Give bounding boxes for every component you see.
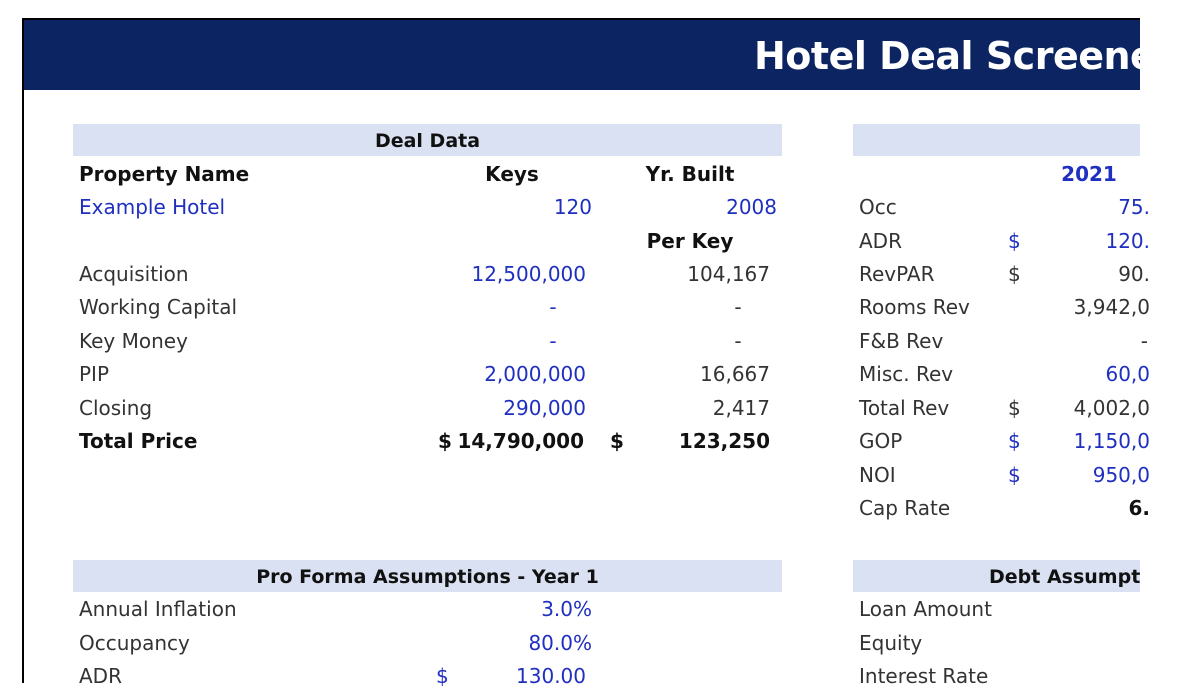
proforma-row-value[interactable]: 80.0% [528, 631, 592, 655]
deal-row-per-key[interactable]: 16,667 [700, 362, 770, 386]
proforma-row-currency[interactable]: $ [436, 664, 449, 688]
operations-header [853, 124, 1140, 156]
sheet-title[interactable]: Hotel Deal Screener - [754, 34, 1202, 78]
property-name-value[interactable]: Example Hotel [79, 195, 226, 219]
total-price-currency[interactable]: $ [438, 429, 452, 453]
ops-row-label[interactable]: Total Rev [859, 396, 950, 420]
ops-row-value[interactable]: 4,002,0 [1073, 396, 1150, 420]
ops-row-currency[interactable]: $ [1008, 229, 1021, 253]
deal-row-per-key[interactable]: 2,417 [712, 396, 770, 420]
debt-header [853, 560, 1140, 592]
total-per-key-currency[interactable]: $ [610, 429, 624, 453]
deal-row-total[interactable]: 12,500,000 [471, 262, 586, 286]
deal-row-per-key[interactable]: - [734, 329, 742, 353]
ops-row-value[interactable]: 60,0 [1105, 362, 1150, 386]
total-price-value[interactable]: 14,790,000 [457, 429, 584, 453]
deal-data-heading[interactable]: Deal Data [374, 130, 481, 152]
deal-row-label[interactable]: Acquisition [79, 262, 189, 286]
deal-row-per-key[interactable]: 104,167 [687, 262, 770, 286]
proforma-row-label[interactable]: Occupancy [79, 631, 190, 655]
yr-built-value[interactable]: 2008 [726, 195, 777, 219]
ops-row-value[interactable]: 950,0 [1092, 463, 1150, 487]
proforma-row-label[interactable]: ADR [79, 664, 122, 688]
total-per-key-value[interactable]: 123,250 [678, 429, 770, 453]
debt-row-label[interactable]: Interest Rate [859, 664, 989, 688]
debt-heading[interactable]: Debt Assumpt [989, 566, 1141, 588]
deal-data-header [73, 124, 782, 156]
ops-row-label[interactable]: Rooms Rev [859, 295, 970, 319]
ops-row-label[interactable]: Misc. Rev [859, 362, 954, 386]
ops-row-label[interactable]: GOP [859, 429, 903, 453]
debt-row-label[interactable]: Loan Amount [859, 597, 992, 621]
ops-row-value[interactable]: 75. [1118, 195, 1150, 219]
operations-year[interactable]: 2021 [1061, 162, 1117, 186]
ops-row-currency[interactable]: $ [1008, 396, 1021, 420]
ops-row-value[interactable]: 1,150,0 [1073, 429, 1150, 453]
proforma-header [73, 560, 782, 592]
ops-row-value[interactable]: - [1140, 329, 1148, 353]
deal-row-total[interactable]: 290,000 [503, 396, 586, 420]
per-key-header[interactable]: Per Key [646, 229, 734, 253]
proforma-row-value[interactable]: 3.0% [541, 597, 592, 621]
deal-row-total[interactable]: - [549, 329, 557, 353]
deal-row-per-key[interactable]: - [734, 295, 742, 319]
proforma-heading[interactable]: Pro Forma Assumptions - Year 1 [256, 566, 599, 588]
deal-row-label[interactable]: PIP [79, 362, 110, 386]
ops-row-value[interactable]: 6. [1128, 496, 1150, 520]
sheet-border-left [22, 18, 24, 683]
title-banner [24, 20, 1202, 90]
deal-row-label[interactable]: Key Money [79, 329, 188, 353]
ops-row-label[interactable]: F&B Rev [859, 329, 944, 353]
ops-row-value[interactable]: 120. [1105, 229, 1150, 253]
ops-row-label[interactable]: Occ [859, 195, 897, 219]
deal-row-label[interactable]: Closing [79, 396, 153, 420]
yr-built-header[interactable]: Yr. Built [645, 162, 735, 186]
deal-row-total[interactable]: 2,000,000 [484, 362, 586, 386]
debt-row-label[interactable]: Equity [859, 631, 923, 655]
ops-row-currency[interactable]: $ [1008, 463, 1021, 487]
ops-row-currency[interactable]: $ [1008, 262, 1021, 286]
keys-value[interactable]: 120 [553, 195, 592, 219]
ops-row-label[interactable]: RevPAR [859, 262, 935, 286]
proforma-row-value[interactable]: 130.00 [516, 664, 586, 688]
deal-row-total[interactable]: - [549, 295, 557, 319]
total-price-label[interactable]: Total Price [79, 429, 198, 453]
keys-header[interactable]: Keys [485, 162, 539, 186]
ops-row-label[interactable]: Cap Rate [859, 496, 951, 520]
ops-row-currency[interactable]: $ [1008, 429, 1021, 453]
ops-row-label[interactable]: ADR [859, 229, 902, 253]
deal-row-label[interactable]: Working Capital [79, 295, 238, 319]
proforma-row-label[interactable]: Annual Inflation [79, 597, 237, 621]
ops-row-value[interactable]: 90. [1118, 262, 1150, 286]
ops-row-label[interactable]: NOI [859, 463, 896, 487]
ops-row-value[interactable]: 3,942,0 [1073, 295, 1150, 319]
property-name-header[interactable]: Property Name [79, 162, 250, 186]
